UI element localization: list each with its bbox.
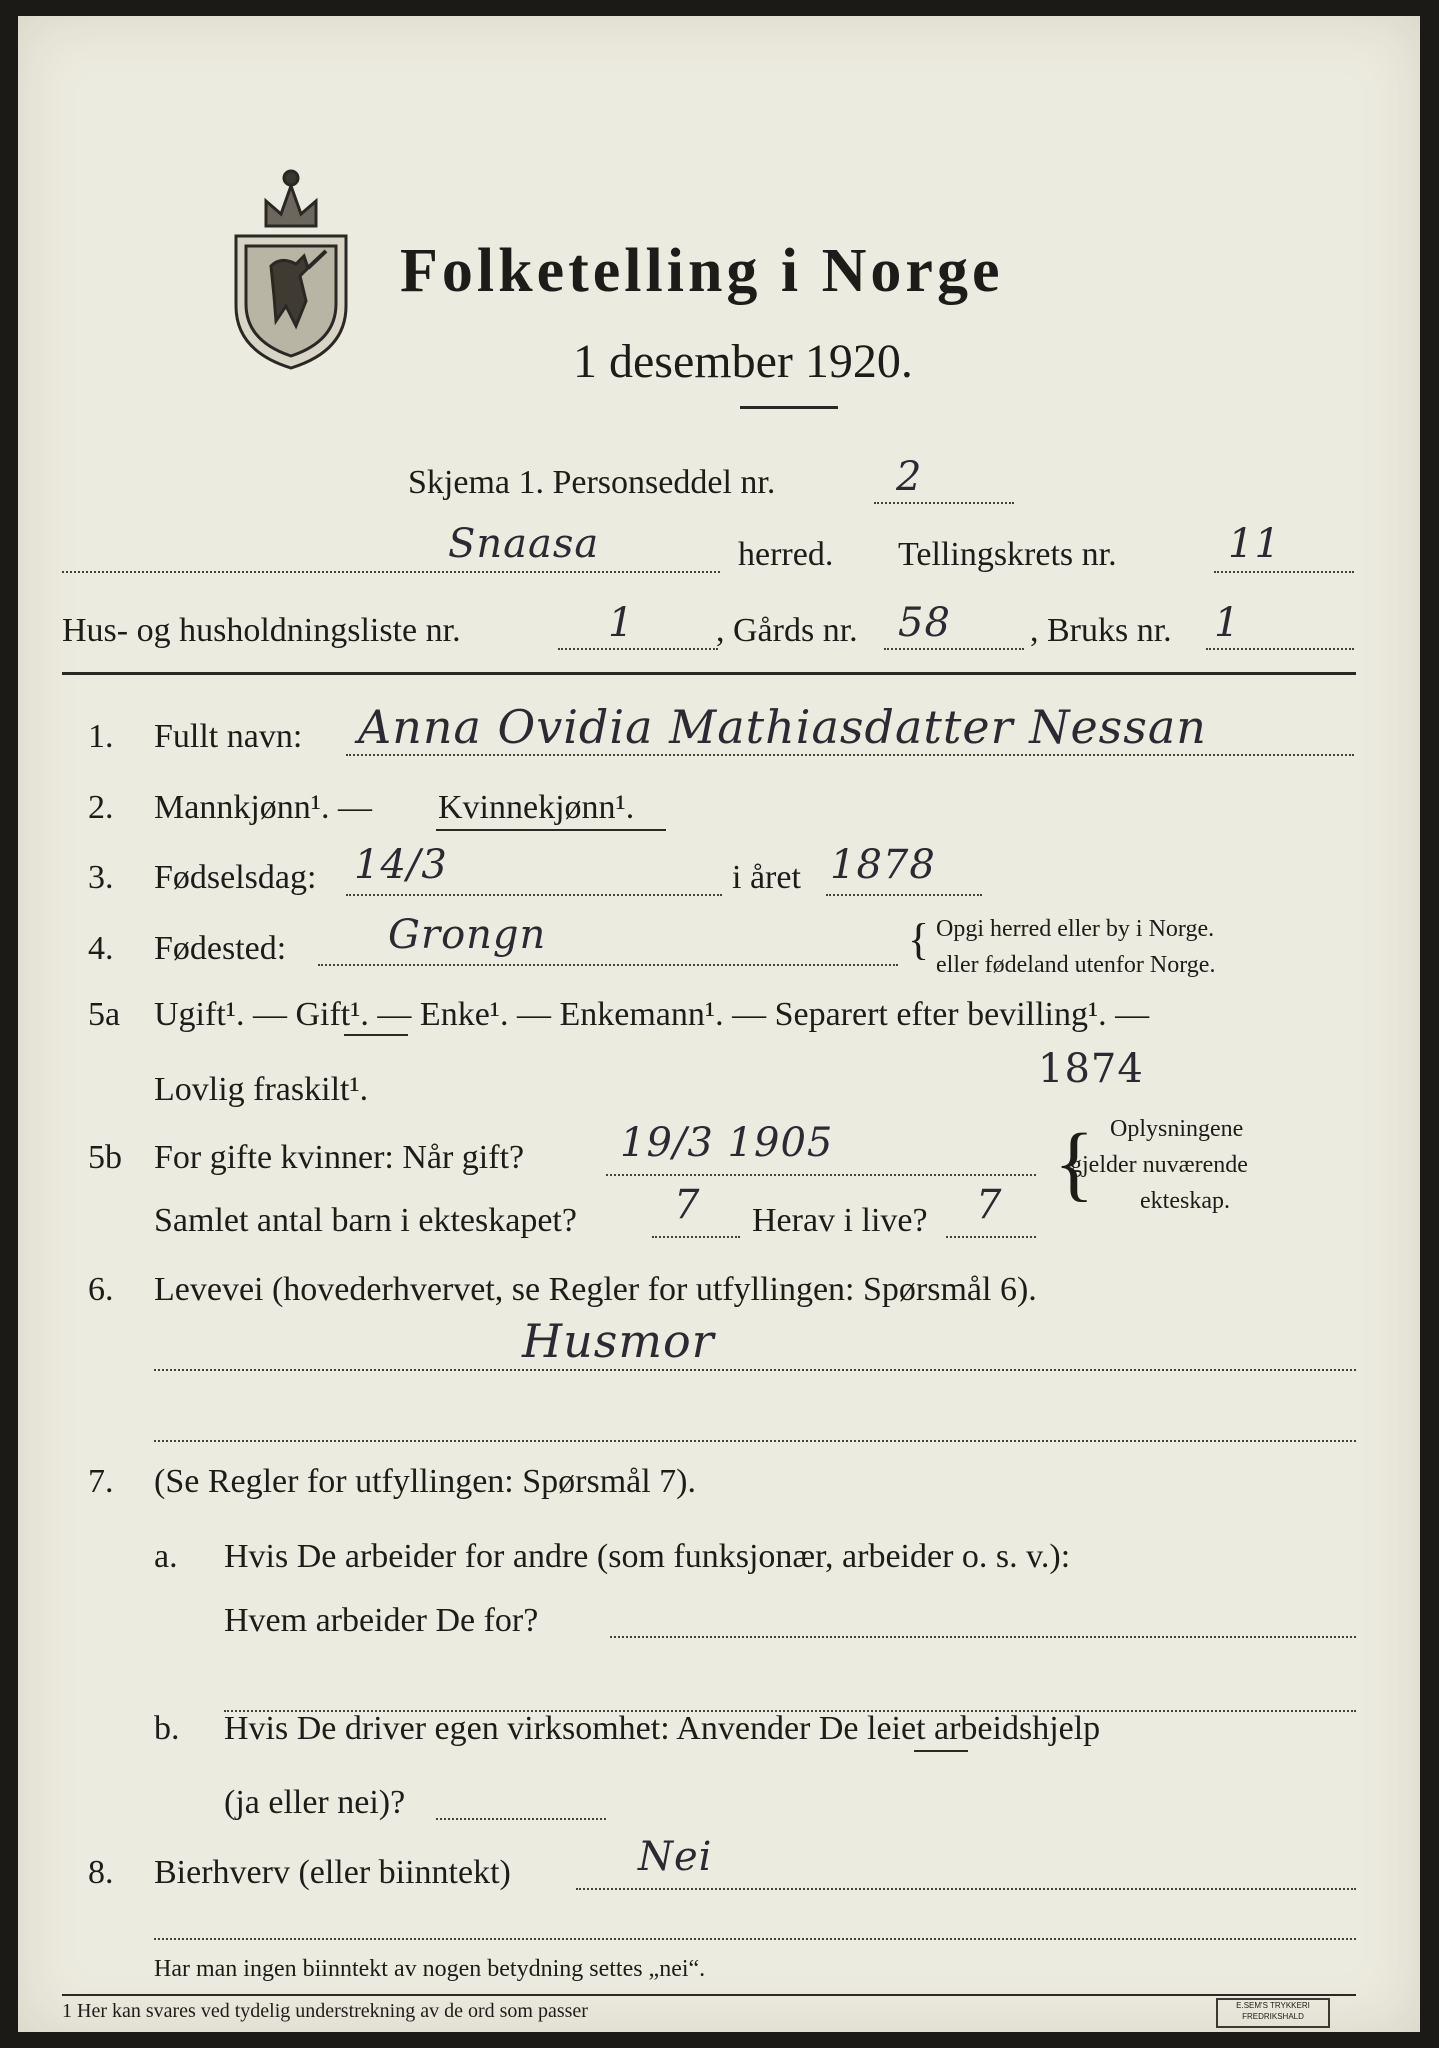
- q6-number: 6.: [88, 1271, 114, 1308]
- children-label: Samlet antal barn i ekteskapet?: [154, 1202, 577, 1239]
- q7a-employer-label: Hvem arbeider De for?: [224, 1602, 539, 1639]
- q7b-question: Hvis De driver egen virksomhet: Anvender De leiet arbeidshjelp: [224, 1710, 1101, 1747]
- q4-note-line1: Opgi herred eller by i Norge.: [936, 916, 1215, 942]
- q5b-number: 5b: [88, 1139, 122, 1176]
- q7b-underline-mark: [914, 1750, 968, 1752]
- tellingskrets-value: 11: [1228, 521, 1281, 567]
- q4-label: Fødested:: [154, 930, 287, 967]
- q5b-note-line3: ekteskap.: [1140, 1188, 1230, 1214]
- q8-dotted-line-1: [576, 1888, 1356, 1890]
- herred-dotted-line: [62, 571, 720, 573]
- q5b-dotted-line: [606, 1174, 1036, 1176]
- husliste-label: Hus- og husholdningsliste nr.: [62, 612, 461, 649]
- q2-male-option: Mannkjønn¹. —: [154, 789, 372, 826]
- husliste-dotted-line: [558, 648, 718, 650]
- footnote: 1 Her kan svares ved tydelig understrekning av de ord som passer: [62, 2000, 588, 2022]
- female-underline: [436, 829, 666, 831]
- q2-female-option: Kvinnekjønn¹.: [438, 789, 635, 826]
- norway-coat-of-arms-icon: [226, 156, 356, 371]
- full-name-value: Anna Ovidia Mathiasdatter Nessan: [358, 700, 1207, 754]
- q7a-question: Hvis De arbeider for andre (som funksjonær, arbeider o. s. v.):: [224, 1538, 1071, 1575]
- q6-dotted-line-2: [154, 1440, 1356, 1442]
- gards-value: 58: [898, 600, 951, 646]
- children-dotted-line: [652, 1236, 740, 1238]
- q1-number: 1.: [88, 718, 114, 755]
- q5a-divorced-option: Lovlig fraskilt¹.: [154, 1071, 369, 1108]
- children-total-value: 7: [674, 1182, 701, 1228]
- birth-year-value: 1878: [830, 842, 936, 888]
- occupation-value: Husmor: [522, 1314, 715, 1368]
- birthday-value: 14/3: [354, 842, 448, 888]
- census-form-sheet: [18, 16, 1420, 2032]
- married-underline: [344, 1034, 408, 1036]
- tellingskrets-label: Tellingskrets nr.: [898, 536, 1117, 573]
- q7b-dotted-line: [436, 1818, 606, 1820]
- q7a-dotted-line-1: [610, 1636, 1356, 1638]
- q3-label: Fødselsdag:: [154, 859, 317, 896]
- q4-note-line2: eller fødeland utenfor Norge.: [936, 952, 1216, 978]
- q1-label: Fullt navn:: [154, 718, 303, 755]
- q6-dotted-line-1: [154, 1369, 1356, 1371]
- q8-label: Bierhverv (eller biinntekt): [154, 1854, 511, 1891]
- footer-divider: [62, 1994, 1356, 1996]
- q7-number: 7.: [88, 1463, 114, 1500]
- gards-label: , Gårds nr.: [716, 612, 858, 649]
- tellingskrets-dotted-line: [1214, 571, 1354, 573]
- footer-note: Har man ingen biinntekt av nogen betydning settes „nei“.: [154, 1956, 706, 1982]
- q5b-note-line1: Oplysningene: [1110, 1116, 1244, 1142]
- husliste-value: 1: [608, 600, 635, 646]
- q3-number: 3.: [88, 859, 114, 896]
- q7b-yes-no-label: (ja eller nei)?: [224, 1784, 406, 1821]
- q5b-note-line2: gjelder nuværende: [1070, 1152, 1248, 1178]
- bruks-dotted-line: [1206, 648, 1354, 650]
- alive-dotted-line: [946, 1236, 1036, 1238]
- q4-dotted-line: [318, 964, 898, 966]
- marriage-date-value: 19/3 1905: [620, 1120, 834, 1166]
- q1-dotted-line: [346, 754, 1354, 756]
- q4-brace: {: [908, 915, 930, 964]
- bruks-label: , Bruks nr.: [1030, 612, 1172, 649]
- q8-number: 8.: [88, 1854, 114, 1891]
- q3-year-label: i året: [732, 859, 801, 896]
- skjema-label: Skjema 1. Personseddel nr.: [408, 464, 776, 501]
- printer-stamp: E.SEM'S TRYKKERI FREDRIKSHALD: [1216, 1998, 1330, 2028]
- q5a-options: Ugift¹. — Gift¹. — Enke¹. — Enkemann¹. — Separert efter bevilling¹. —: [154, 996, 1150, 1033]
- q5a-handwritten-note: 1874: [1038, 1046, 1144, 1092]
- birthplace-value: Grongn: [388, 912, 547, 958]
- header-divider: [62, 672, 1356, 675]
- bruks-value: 1: [1214, 600, 1241, 646]
- skjema-dotted-line: [874, 502, 1014, 504]
- personseddel-number: 2: [896, 454, 923, 500]
- q7-label: (Se Regler for utfyllingen: Spørsmål 7).: [154, 1463, 697, 1500]
- alive-label: Herav i live?: [752, 1202, 928, 1239]
- q5b-brace: {: [1054, 1117, 1095, 1210]
- side-income-value: Nei: [638, 1834, 713, 1880]
- q4-number: 4.: [88, 930, 114, 967]
- q2-number: 2.: [88, 789, 114, 826]
- form-title: Folketelling i Norge: [400, 237, 1004, 305]
- q3-year-dotted-line: [826, 894, 982, 896]
- q7a-letter: a.: [154, 1538, 178, 1575]
- herred-label: herred.: [738, 536, 834, 573]
- census-date: 1 desember 1920.: [573, 335, 913, 388]
- title-divider: [740, 406, 838, 409]
- q8-dotted-line-2: [154, 1938, 1356, 1940]
- q5b-label: For gifte kvinner: Når gift?: [154, 1139, 525, 1176]
- q7b-letter: b.: [154, 1710, 180, 1747]
- children-alive-value: 7: [976, 1182, 1003, 1228]
- q3-dotted-line: [346, 894, 722, 896]
- q5a-number: 5a: [88, 996, 121, 1033]
- herred-value: Snaasa: [448, 521, 600, 567]
- q6-label: Levevei (hovederhvervet, se Regler for utfyllingen: Spørsmål 6).: [154, 1271, 1037, 1308]
- gards-dotted-line: [884, 648, 1024, 650]
